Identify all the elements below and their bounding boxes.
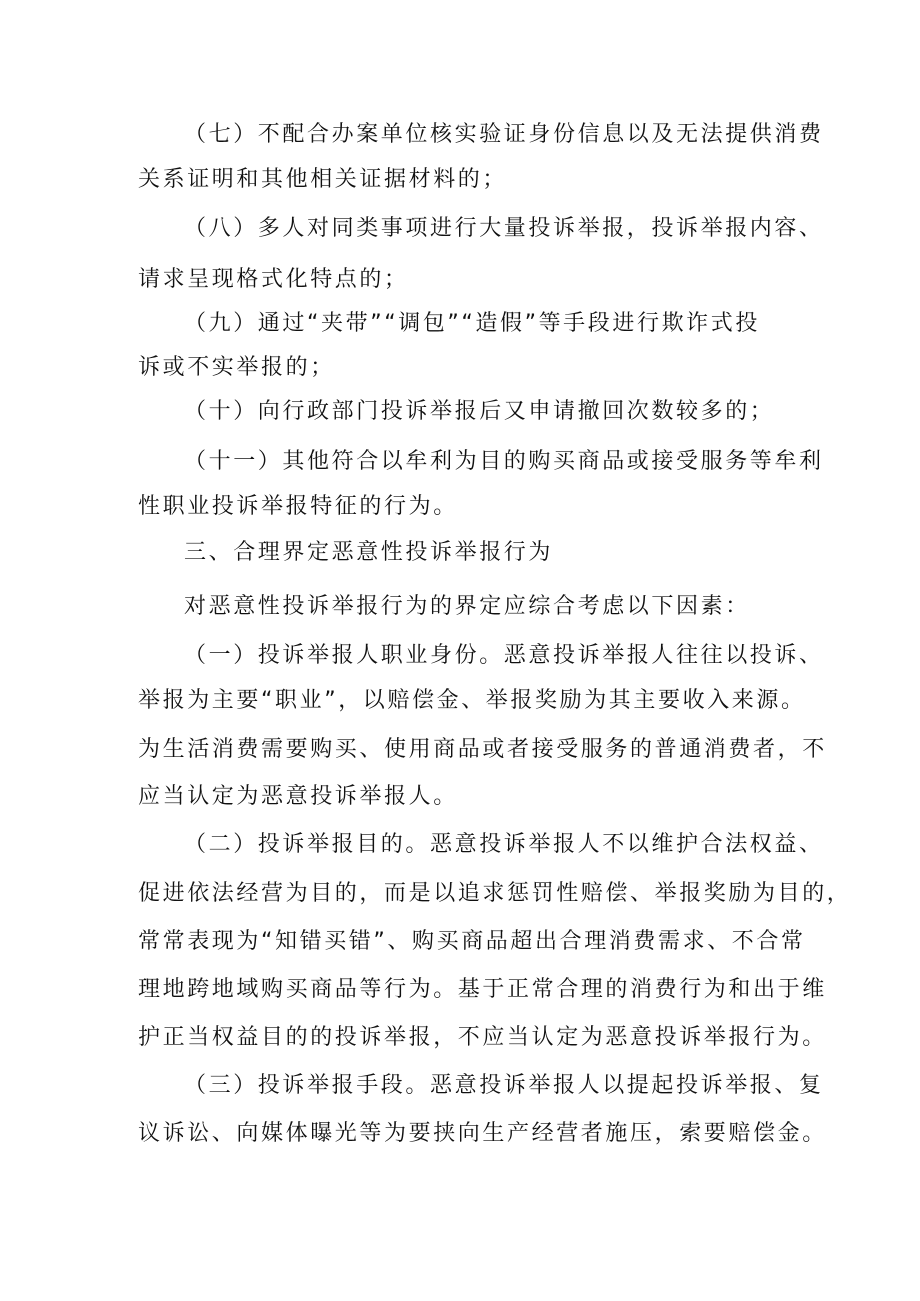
- paragraph-line: （十）向行政部门投诉举报后又申请撤回次数较多的；: [184, 399, 775, 424]
- paragraph-line: （十一）其他符合以牟利为目的购买商品或接受服务等牟利: [184, 449, 824, 474]
- paragraph-line: 应当认定为恶意投诉举报人。: [138, 784, 458, 809]
- paragraph-line: 为生活消费需要购买、使用商品或者接受服务的普通消费者，不: [138, 737, 827, 762]
- paragraph-line: 对恶意性投诉举报行为的界定应综合考虑以下因素：: [184, 594, 750, 619]
- paragraph-line: 议诉讼、向媒体曝光等为要挟向生产经营者施压，索要赔偿金。: [138, 1121, 827, 1146]
- paragraph-line: 请求呈现格式化特点的；: [138, 267, 409, 292]
- paragraph-line: 诉或不实举报的；: [138, 355, 335, 380]
- paragraph-line: 理地跨地域购买商品等行为。基于正常合理的消费行为和出于维: [138, 977, 827, 1002]
- paragraph-line: 关系证明和其他相关证据材料的；: [138, 167, 508, 192]
- paragraph-line: 举报为主要“职业”，以赔偿金、举报奖励为其主要收入来源。: [138, 688, 806, 713]
- paragraph-line: 常常表现为“知错买错”、购买商品超出合理消费需求、不合常: [138, 929, 806, 954]
- paragraph-line: （八）多人对同类事项进行大量投诉举报，投诉举报内容、: [184, 216, 824, 241]
- paragraph-line: 促进依法经营为目的，而是以追求惩罚性赔偿、举报奖励为目的，: [138, 881, 852, 906]
- paragraph-line: 护正当权益目的的投诉举报，不应当认定为恶意投诉举报行为。: [138, 1025, 827, 1050]
- paragraph-line: （一）投诉举报人职业身份。恶意投诉举报人往往以投诉、: [184, 643, 824, 668]
- paragraph-line: 性职业投诉举报特征的行为。: [138, 494, 458, 519]
- paragraph-line: （九）通过“夹带”“调包”“造假”等手段进行欺诈式投: [184, 311, 760, 336]
- section-heading: 三、合理界定恶意性投诉举报行为: [184, 540, 554, 565]
- paragraph-line: （三）投诉举报手段。恶意投诉举报人以提起投诉举报、复: [184, 1073, 824, 1098]
- paragraph-line: （二）投诉举报目的。恶意投诉举报人不以维护合法权益、: [184, 832, 824, 857]
- paragraph-line: （七）不配合办案单位核实验证身份信息以及无法提供消费: [184, 122, 824, 147]
